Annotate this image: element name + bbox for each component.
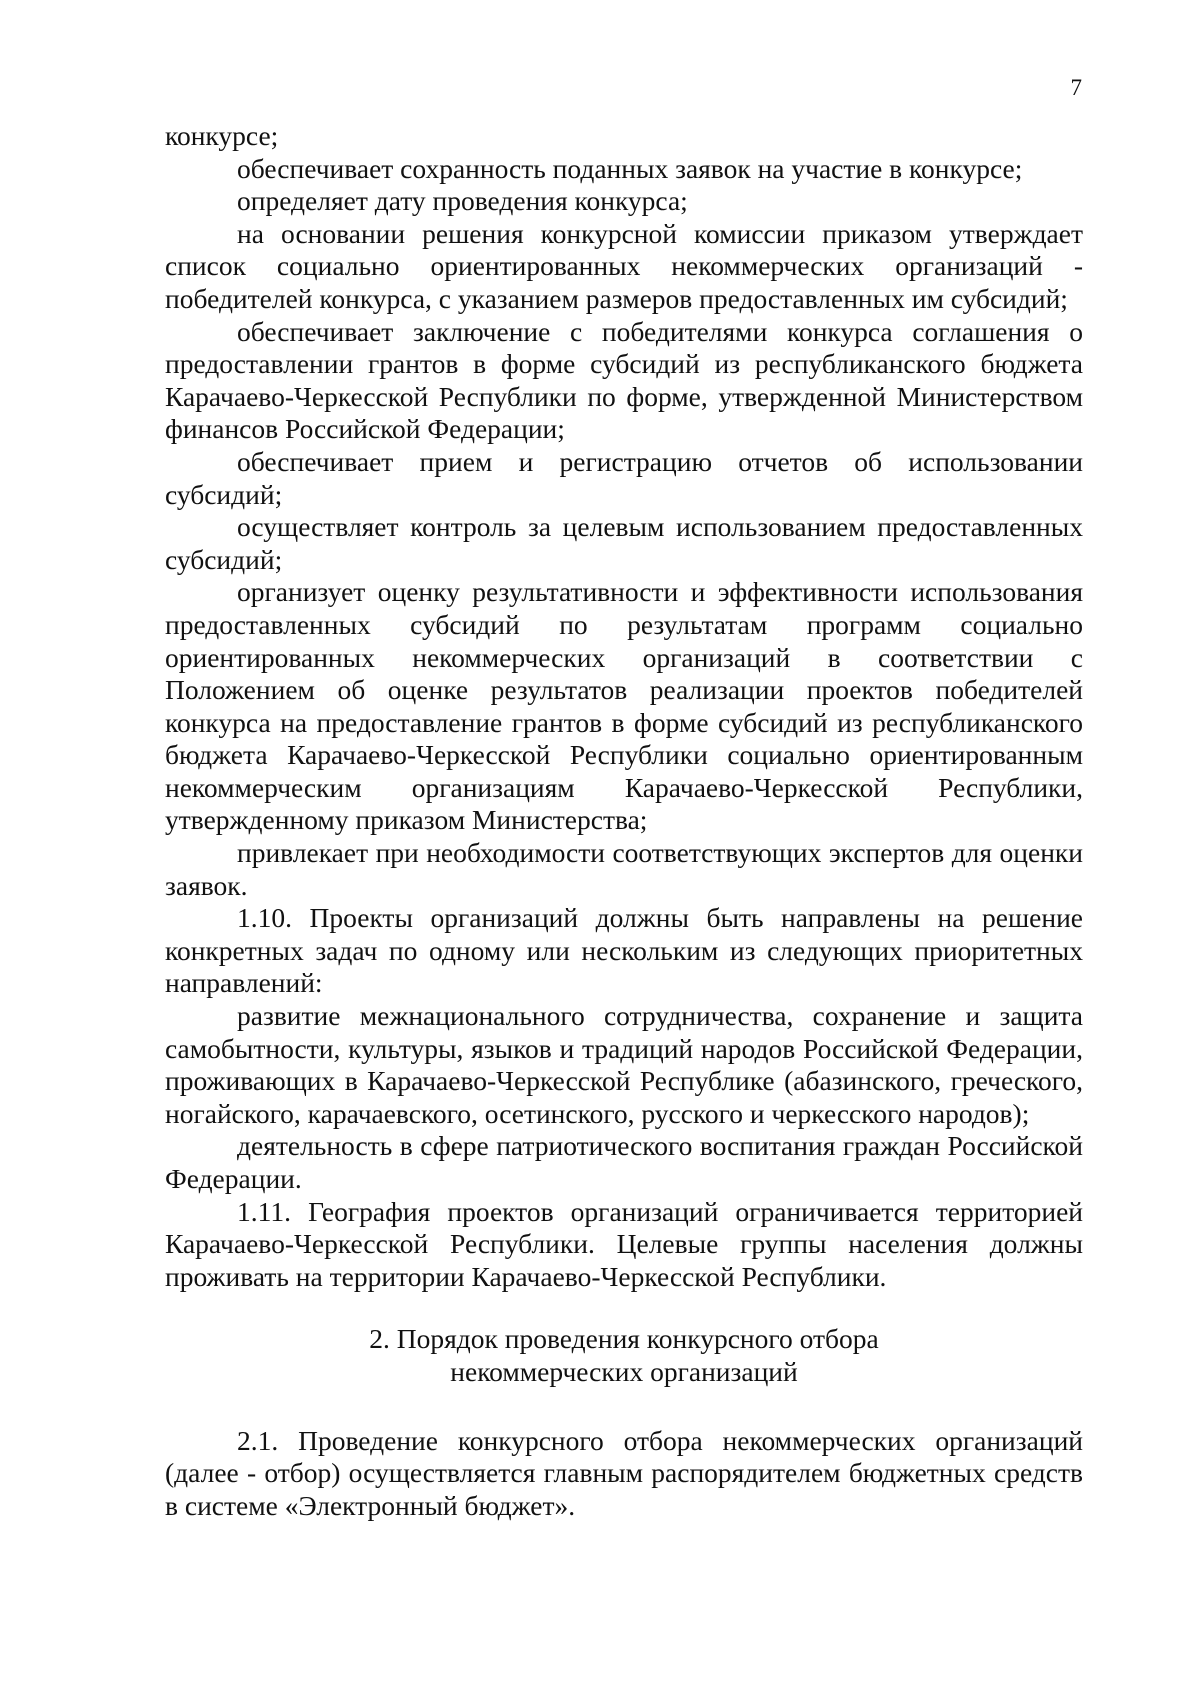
paragraph-1-11: 1.11. География проектов организаций ограничивается территорией Карачаево-Черкесской Республики. Целевые группы населения должны проживать на территории Карачаево-Черкесской Республики. bbox=[165, 1195, 1083, 1292]
paragraph-ensures-storage: обеспечивает сохранность поданных заявок на участие в конкурсе; bbox=[237, 152, 1023, 184]
paragraph-concludes-agreement: обеспечивает заключение с победителями конкурса соглашения о предоставлении грантов в форме субсидий из республиканского бюджета Карачаево-Черкесской Республики по форме, утвержденной Министерством финансов Российской Федерации; bbox=[165, 315, 1083, 445]
page-number: 7 bbox=[1070, 75, 1082, 100]
paragraph-2-1: 2.1. Проведение конкурсного отбора некоммерческих организаций (далее - отбор) осуществляется главным распорядителем бюджетных средств в системе «Электронный бюджет». bbox=[165, 1424, 1083, 1521]
paragraph-continuation: конкурсе; bbox=[165, 120, 279, 151]
paragraph-interethnic-cooperation: развитие межнационального сотрудничества, сохранение и защита самобытности, культуры, языков и традиций народов Российской Федерации, проживающих в Карачаево-Черкесской Республике (абазинского, греческого, ногайского, карачаевского, осетинского, русского и черкесского народов); bbox=[165, 1000, 1083, 1129]
paragraph-determines-date: определяет дату проведения конкурса; bbox=[237, 185, 688, 217]
section-heading bbox=[165, 1323, 1083, 1388]
paragraph-involves-experts: привлекает при необходимости соответствующих экспертов для оценки заявок. bbox=[165, 837, 1083, 901]
section-heading-line-1: 2. Порядок проведения конкурсного отбора bbox=[369, 1323, 879, 1355]
paragraph-evaluates-effectiveness: организует оценку результативности и эффективности использования предоставленных субсидий по результатам программ социально ориентированных некоммерческих организаций в соответствии с Положением об оценке результатов реализации проектов победителей конкурса на предоставление грантов в форме субсидий из республиканского бюджета Карачаево-Черкесской Республики социально ориентированным некоммерческим организациям Карачаево-Черкесской Республики, утвержденному приказом Министерства; bbox=[165, 576, 1083, 836]
paragraph-patriotic-education: деятельность в сфере патриотического воспитания граждан Российской Федерации. bbox=[165, 1130, 1083, 1194]
paragraph-receives-reports: обеспечивает прием и регистрацию отчетов об использовании субсидий; bbox=[165, 445, 1083, 510]
paragraph-controls-usage: осуществляет контроль за целевым использованием предоставленных субсидий; bbox=[165, 511, 1083, 575]
paragraph-1-10: 1.10. Проекты организаций должны быть направлены на решение конкретных задач по одному или нескольким из следующих приоритетных направлений: bbox=[165, 902, 1083, 999]
section-heading-line-2: некоммерческих организаций bbox=[450, 1355, 798, 1387]
document-body bbox=[165, 120, 1083, 1522]
paragraph-approves-winners: на основании решения конкурсной комиссии приказом утверждает список социально ориентированных некоммерческих организаций - победителей конкурса, с указанием размеров предоставленных им субсидий; bbox=[165, 217, 1083, 314]
